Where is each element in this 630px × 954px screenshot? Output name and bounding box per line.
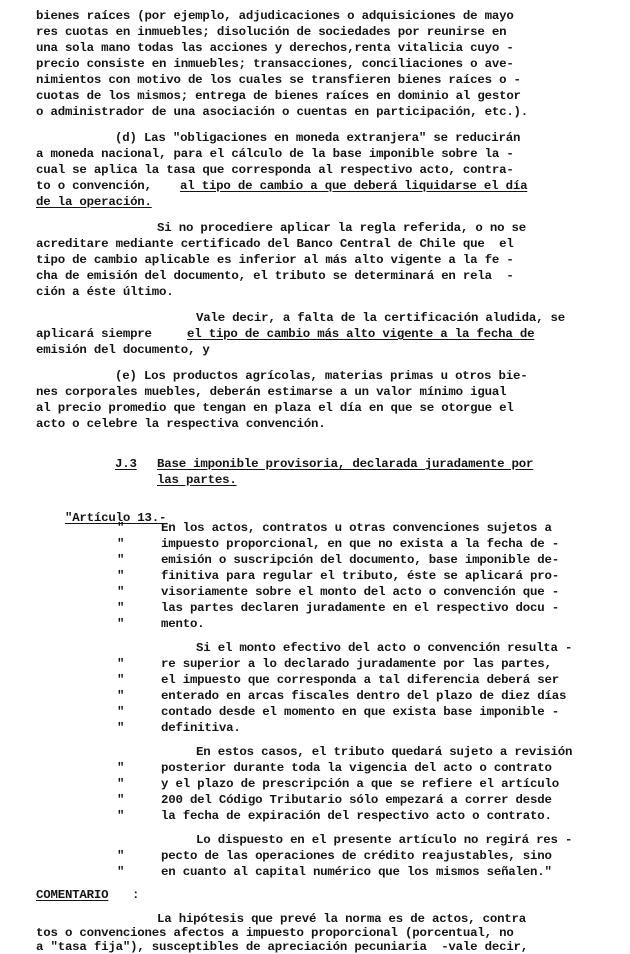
quote-line: mento. <box>161 617 205 631</box>
quote-line: En estos casos, el tributo quedará sujeto a revisión <box>196 745 573 759</box>
text-line: cual se aplica la tasa que corresponda al respectivo acto, contra- <box>36 163 514 177</box>
text-line: cha de emisión del documento, el tributo se determinará en rela - <box>36 269 514 283</box>
section-number: J.3 <box>115 457 137 471</box>
text-line: (d) Las "obligaciones en moneda extranjera" se reducirán <box>115 131 521 145</box>
underlined-text: de la operación. <box>36 195 152 209</box>
quote-line: enterado en arcas fiscales dentro del plazo de diez días <box>161 689 567 703</box>
quote-line: en cuanto al capital numérico que los mismos señalen." <box>161 865 552 879</box>
quote-line: visoriamente sobre el monto del acto o convención que - <box>161 585 559 599</box>
quote-line: emisión o suscripción del documento, base imponible de- <box>161 553 559 567</box>
text-line: a moneda nacional, para el cálculo de la base imponible sobre la - <box>36 147 514 161</box>
text-line: Vale decir, a falta de la certificación aludida, se <box>196 311 566 325</box>
quote-mark: " <box>117 553 125 567</box>
quote-line: Si el monto efectivo del acto o convención resulta - <box>196 641 573 655</box>
text-line: una sola mano todas las acciones y derechos,renta vitalicia cuyo - <box>36 41 514 55</box>
quote-mark: " <box>117 657 125 671</box>
text-line: La hipótesis que prevé la norma es de actos, contra <box>157 912 527 926</box>
quote-line: impuesto proporcional, en que no exista a la fecha de - <box>161 537 559 551</box>
quote-mark: " <box>117 689 125 703</box>
text-line: nes corporales muebles, deberán estimarse a un valor mínimo igual <box>36 385 507 399</box>
quote-line: el impuesto que corresponda a tal diferencia deberá ser <box>161 673 559 687</box>
text-line: (e) Los productos agrícolas, materias primas u otros bie- <box>115 369 528 383</box>
text-line: tipo de cambio aplicable es inferior al más alto vigente a la fe - <box>36 253 514 267</box>
quote-mark: " <box>117 865 125 879</box>
text-line: aplicará siempre <box>36 327 152 341</box>
comentario-label: COMENTARIO <box>36 888 109 902</box>
quote-line: pecto de las operaciones de crédito reajustables, sino <box>161 849 552 863</box>
quote-mark: " <box>117 849 125 863</box>
text-line: cuotas de los mismos; entrega de bienes raíces en dominio al gestor <box>36 89 521 103</box>
text-line: o administrador de una asociación o cuentas en participación, etc.). <box>36 105 529 119</box>
underlined-text: al tipo de cambio a que deberá liquidarse el día <box>180 179 528 193</box>
text-line: acreditare mediante certificado del Banco Central de Chile que el <box>36 237 514 251</box>
text-line: to o convención, <box>36 179 152 193</box>
text-line: bienes raíces (por ejemplo, adjudicaciones o adquisiciones de mayo <box>36 9 514 23</box>
section-heading: las partes. <box>157 473 237 487</box>
text-line: Si no procediere aplicar la regla referida, o no se <box>157 221 527 235</box>
quote-mark: " <box>117 761 125 775</box>
quote-line: finitiva para regular el tributo, éste se aplicará pro- <box>161 569 559 583</box>
quote-mark: " <box>117 521 125 535</box>
quote-line: contado desde el momento en que exista base imponible - <box>161 705 559 719</box>
quote-mark: " <box>117 601 125 615</box>
quote-mark: " <box>117 705 125 719</box>
text-line: precio consiste en inmuebles; transacciones, conciliaciones o ave- <box>36 57 514 71</box>
quote-mark: " <box>117 793 125 807</box>
quote-line: la fecha de expiración del respectivo acto o contrato. <box>161 809 552 823</box>
article-title-text: "Artículo 13.- <box>64 511 167 525</box>
underlined-text: el tipo de cambio más alto vigente a la fecha de <box>187 327 535 341</box>
section-heading: Base imponible provisoria, declarada juradamente por <box>157 457 534 471</box>
article-title <box>36 497 166 539</box>
quote-mark: " <box>117 585 125 599</box>
text-line: tos o convenciones afectos a impuesto proporcional (porcentual, no <box>36 926 514 940</box>
text-line: al precio promedio que tengan en plaza el día en que se otorgue el <box>36 401 514 415</box>
text-line: acto o celebre la respectiva convención. <box>36 417 326 431</box>
text-line: res cuotas en inmuebles; disolución de sociedades por reunirse en <box>36 25 507 39</box>
text-line: emisión del documento, y <box>36 343 210 357</box>
quote-mark: " <box>117 673 125 687</box>
quote-mark: " <box>117 721 125 735</box>
comentario-colon: : <box>132 888 140 902</box>
quote-mark: " <box>117 809 125 823</box>
text-line: nimientos con motivo de los cuales se transfieren bienes raíces o - <box>36 73 521 87</box>
quote-line: En los actos, contratos u otras convenciones sujetos a <box>161 521 552 535</box>
text-line: a "tasa fija"), susceptibles de apreciación pecuniaria -vale decir, <box>36 940 529 954</box>
quote-line: y el plazo de prescripción a que se refiere el artículo <box>161 777 559 791</box>
quote-line: definitiva. <box>161 721 241 735</box>
quote-mark: " <box>117 569 125 583</box>
text-line: ción a éste último. <box>36 285 174 299</box>
quote-mark: " <box>117 537 125 551</box>
quote-mark: " <box>117 777 125 791</box>
quote-line: las partes declaren juradamente en el respectivo docu - <box>161 601 559 615</box>
quote-mark: " <box>117 617 125 631</box>
quote-line: posterior durante toda la vigencia del acto o contrato <box>161 761 552 775</box>
quote-line: re superior a lo declarado juradamente por las partes, <box>161 657 552 671</box>
quote-line: Lo dispuesto en el presente artículo no regirá res - <box>196 833 573 847</box>
quote-line: 200 del Código Tributario sólo empezará a correr desde <box>161 793 552 807</box>
